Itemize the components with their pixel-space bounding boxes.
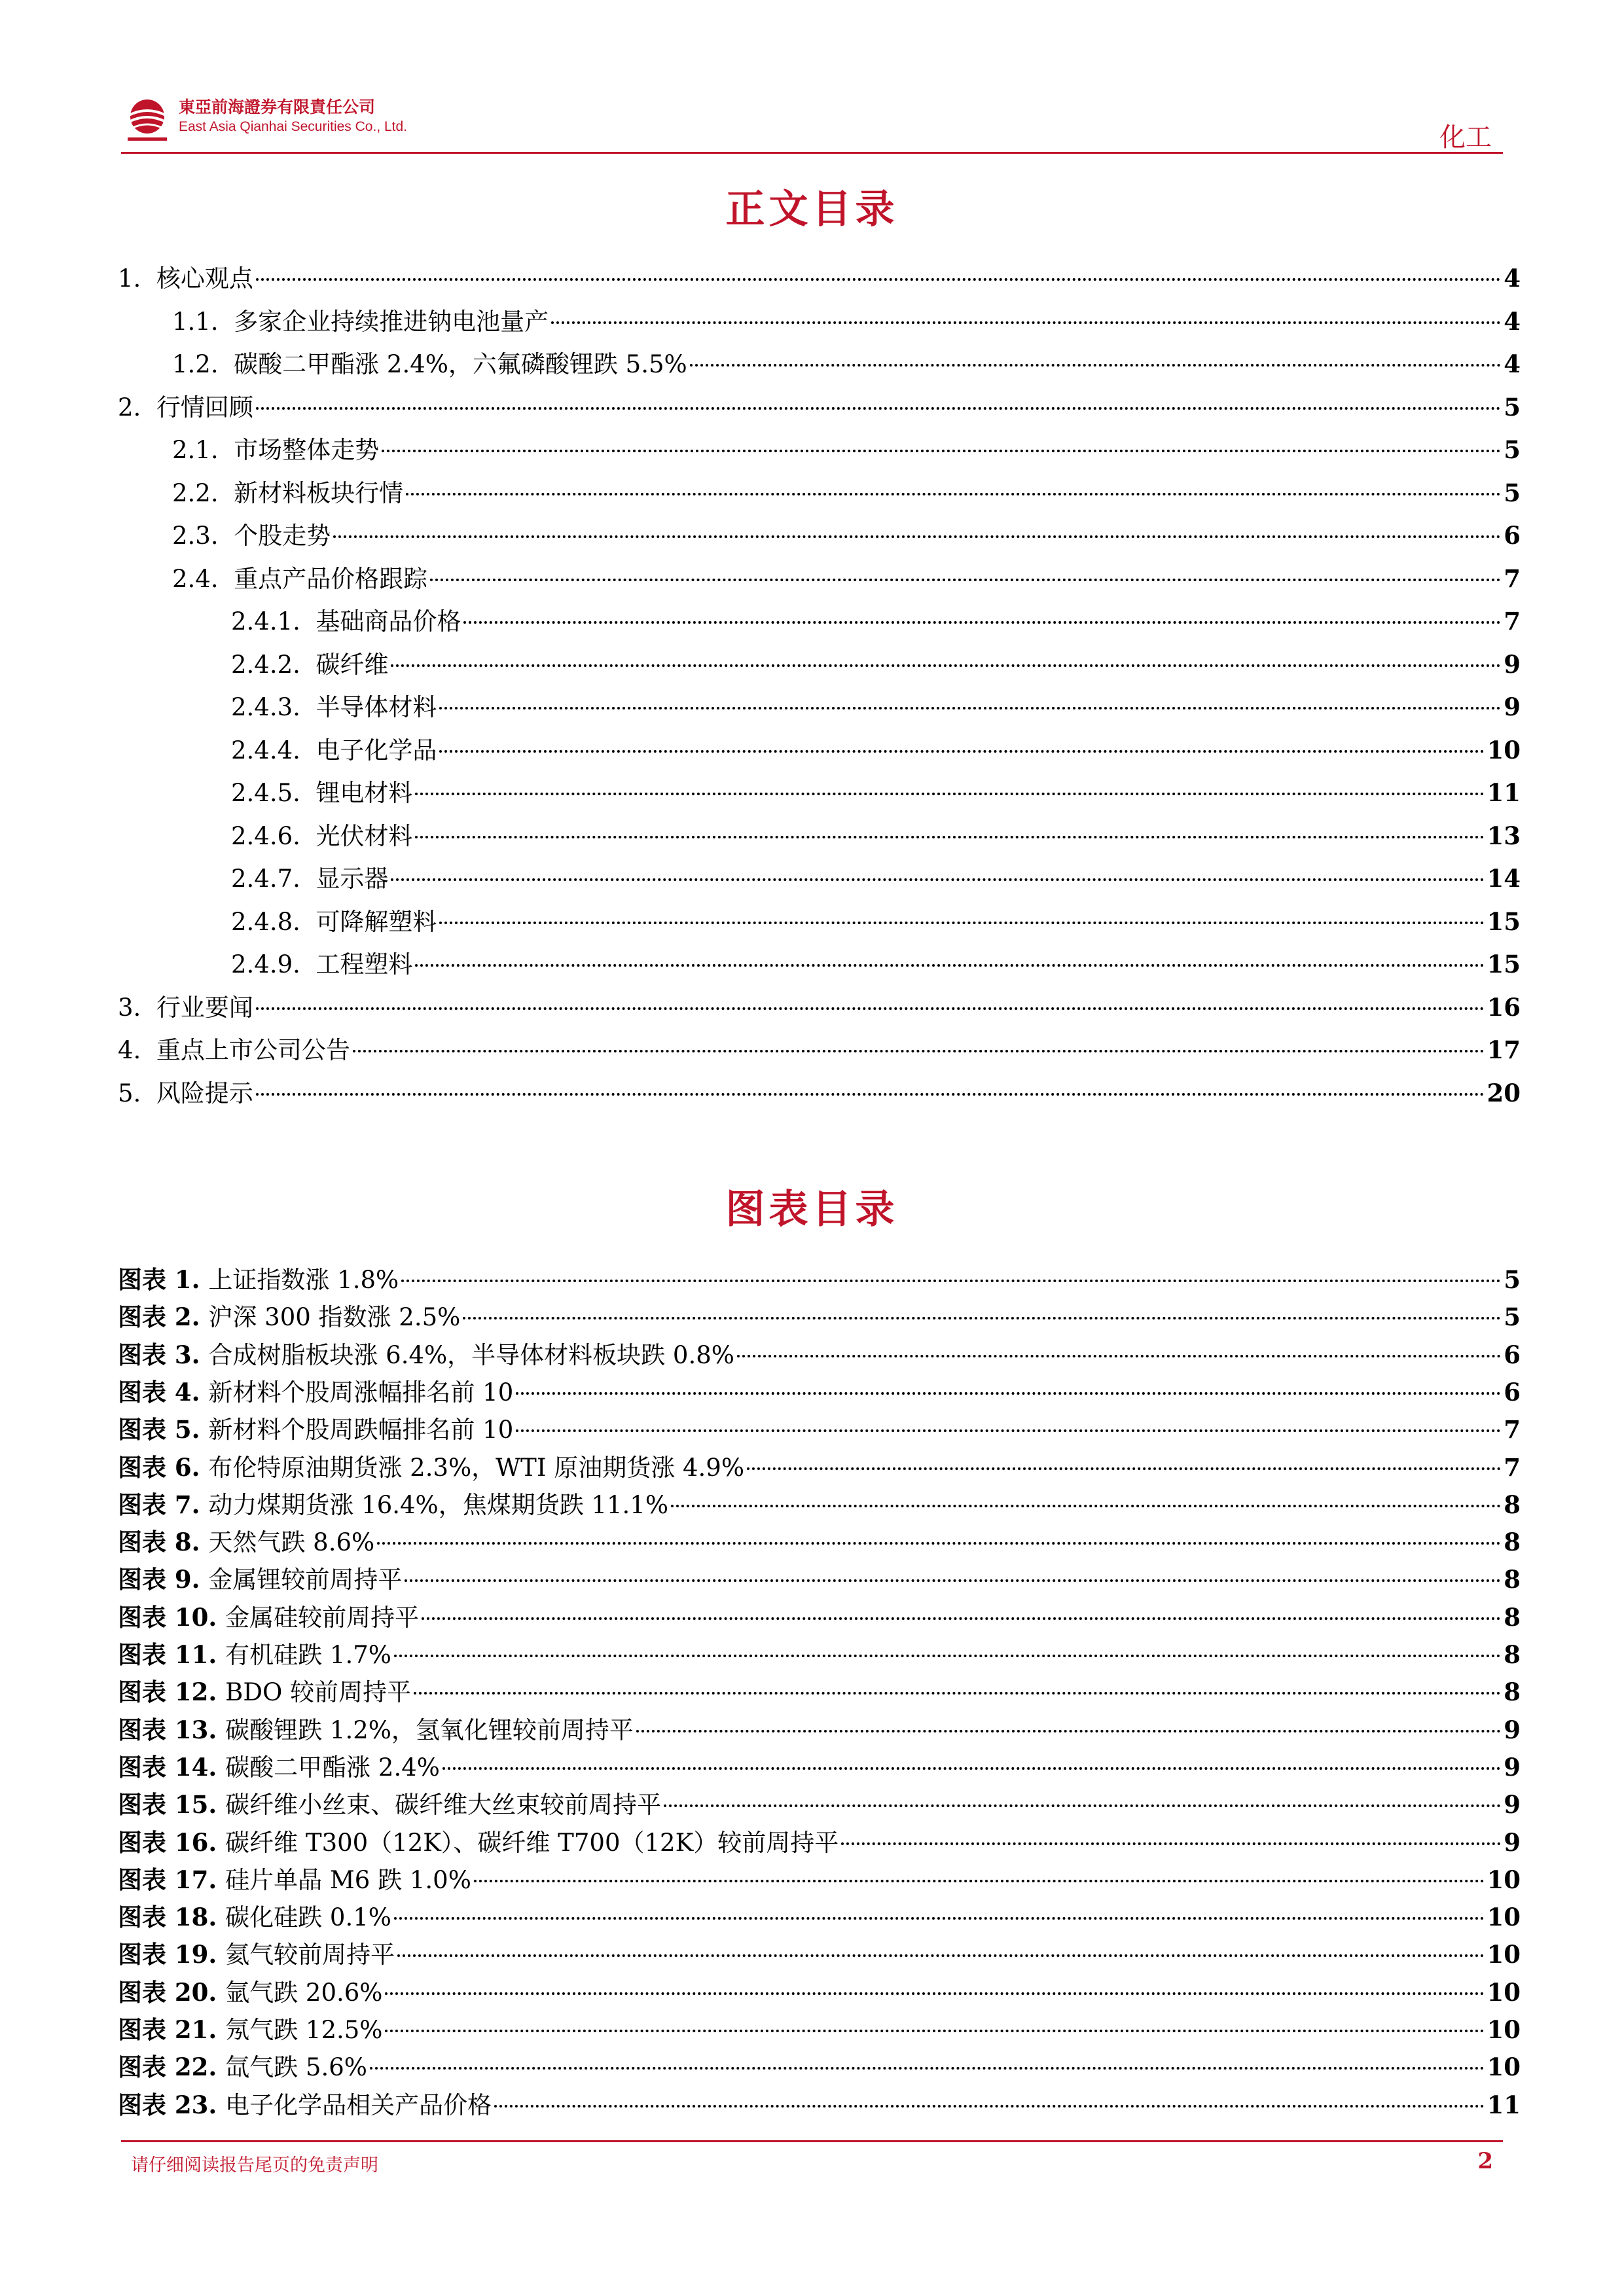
leader-dots — [690, 364, 1502, 367]
entry-number: 图表 9. — [118, 1565, 209, 1594]
toc-entry[interactable] — [118, 305, 1521, 338]
toc-entry[interactable] — [118, 605, 1521, 637]
entry-number: 图表 11. — [118, 1640, 226, 1669]
entry-number: 图表 16. — [118, 1827, 226, 1857]
figure-entry[interactable] — [118, 1976, 1521, 2009]
figure-entry[interactable] — [118, 1638, 1521, 1671]
toc-title: 正文目录 — [725, 187, 899, 232]
entry-page-number: 4 — [1504, 264, 1521, 293]
entry-number: 2.4.1. — [231, 607, 316, 636]
leader-dots — [516, 1429, 1501, 1432]
entry-page-number: 16 — [1487, 992, 1521, 1022]
entry-page-number: 8 — [1504, 1490, 1521, 1519]
entry-page-number: 17 — [1487, 1035, 1521, 1064]
entry-title: 行业要闻 — [156, 993, 253, 1022]
toc-entry[interactable] — [118, 691, 1521, 723]
entry-page-number: 10 — [1487, 2015, 1521, 2044]
entry-page-number: 13 — [1487, 821, 1521, 850]
figure-entry[interactable] — [118, 1601, 1521, 1634]
entry-page-number: 7 — [1504, 1415, 1521, 1444]
leader-dots — [474, 1880, 1485, 1882]
entry-page-number: 15 — [1487, 906, 1521, 936]
entry-number: 图表 5. — [118, 1415, 209, 1444]
leader-dots — [671, 1505, 1501, 1507]
entry-number: 2.4.8. — [231, 907, 316, 936]
leader-dots — [516, 1392, 1501, 1395]
entry-title: 新材料个股周涨幅排名前 10 — [208, 1378, 514, 1407]
entry-number: 2.4.5. — [231, 779, 316, 807]
entry-number: 2.4.7. — [231, 865, 316, 893]
figure-entry[interactable] — [118, 1300, 1521, 1333]
entry-page-number: 7 — [1504, 607, 1521, 636]
entry-title: 金属硅较前周持平 — [225, 1603, 420, 1632]
entry-number: 图表 1. — [118, 1265, 209, 1294]
entry-page-number: 5 — [1504, 1265, 1521, 1294]
figure-entry[interactable] — [118, 1713, 1521, 1746]
entry-title: 个股走势 — [234, 522, 331, 550]
entry-page-number: 7 — [1504, 1452, 1521, 1482]
entry-number: 4. — [118, 1036, 156, 1064]
entry-number: 2.4. — [172, 564, 234, 593]
entry-title: 碳纤维 T300（12K）、碳纤维 T700（12K）较前周持平 — [225, 1828, 839, 1857]
leader-dots — [415, 836, 1484, 838]
leader-dots — [442, 1767, 1501, 1770]
entry-number: 图表 8. — [118, 1528, 209, 1557]
entry-page-number: 9 — [1504, 692, 1521, 721]
leader-dots — [256, 278, 1501, 281]
report-category: 化工 — [1439, 122, 1492, 152]
entry-title: 基础商品价格 — [316, 607, 461, 636]
entry-title: 碳酸二甲酯涨 2.4% — [225, 1753, 440, 1782]
entry-title: 行情回顾 — [156, 393, 253, 422]
leader-dots — [401, 1280, 1501, 1282]
entry-number: 图表 15. — [118, 1790, 226, 1820]
entry-title: 碳化硅跌 0.1% — [225, 1903, 391, 1932]
figure-entry[interactable] — [118, 1751, 1521, 1784]
entry-number: 图表 6. — [118, 1452, 209, 1482]
entry-number: 图表 3. — [118, 1340, 209, 1369]
leader-dots — [737, 1355, 1501, 1357]
entry-title: 布伦特原油期货涨 2.3%，WTI 原油期货涨 4.9% — [208, 1453, 744, 1482]
entry-title: 碳酸二甲酯涨 2.4%，六氟磷酸锂跌 5.5% — [234, 350, 687, 378]
company-name-cn: 東亞前海證券有限責任公司 — [179, 98, 376, 117]
entry-page-number: 10 — [1487, 2053, 1521, 2082]
entry-page-number: 9 — [1504, 649, 1521, 679]
entry-number: 2.2. — [172, 478, 234, 507]
leader-dots — [551, 321, 1501, 324]
toc-entry[interactable] — [118, 905, 1521, 938]
entry-page-number: 20 — [1487, 1078, 1521, 1107]
leader-dots — [394, 1917, 1485, 1920]
entry-page-number: 5 — [1504, 1302, 1521, 1332]
footer-divider — [121, 2140, 1503, 2142]
entry-number: 2.1. — [172, 436, 234, 464]
entry-page-number: 4 — [1504, 306, 1521, 336]
entry-title: 重点产品价格跟踪 — [234, 564, 428, 593]
figure-entry[interactable] — [118, 1788, 1521, 1821]
entry-title: 金属锂较前周持平 — [208, 1566, 403, 1594]
entry-title: 碳纤维小丝束、碳纤维大丝束较前周持平 — [225, 1791, 662, 1820]
leader-dots — [394, 1655, 1501, 1657]
leader-dots — [256, 407, 1501, 410]
leader-dots — [256, 1093, 1485, 1096]
entry-title: 核心观点 — [156, 264, 253, 293]
entry-number: 1.2. — [172, 350, 234, 378]
entry-number: 图表 2. — [118, 1302, 209, 1332]
leader-dots — [406, 493, 1501, 495]
disclaimer-note: 请仔细阅读报告尾页的免责声明 — [131, 2155, 378, 2176]
entry-page-number: 6 — [1504, 1377, 1521, 1407]
leader-dots — [385, 2030, 1484, 2032]
leader-dots — [439, 707, 1501, 709]
entry-title: 氙气跌 5.6% — [225, 2053, 367, 2082]
entry-page-number: 10 — [1487, 735, 1521, 764]
entry-page-number: 8 — [1504, 1528, 1521, 1557]
entry-page-number: 5 — [1504, 478, 1521, 507]
figure-entry[interactable] — [118, 1938, 1521, 1971]
toc-entry[interactable] — [118, 819, 1521, 852]
entry-title: 锂电材料 — [316, 779, 413, 807]
entry-page-number: 9 — [1504, 1827, 1521, 1857]
leader-dots — [333, 535, 1501, 538]
entry-title: 可降解塑料 — [316, 907, 437, 936]
entry-page-number: 11 — [1487, 778, 1521, 807]
entry-title: 电子化学品 — [316, 736, 437, 764]
toc-entry[interactable] — [118, 348, 1521, 380]
figure-entry[interactable] — [118, 1676, 1521, 1708]
entry-page-number: 15 — [1487, 950, 1521, 978]
leader-dots — [414, 1692, 1501, 1695]
leader-dots — [397, 1954, 1484, 1957]
entry-number: 图表 21. — [118, 2015, 226, 2044]
entry-page-number: 5 — [1504, 435, 1521, 464]
leader-dots — [377, 1542, 1501, 1545]
entry-number: 2.3. — [172, 522, 234, 550]
entry-page-number: 14 — [1487, 864, 1521, 893]
entry-number: 2. — [118, 393, 156, 422]
leader-dots — [382, 450, 1501, 452]
figure-entry[interactable] — [118, 1451, 1521, 1484]
entry-title: 碳纤维 — [316, 650, 389, 679]
entry-page-number: 9 — [1504, 1752, 1521, 1782]
entry-page-number: 9 — [1504, 1790, 1521, 1820]
figure-entry[interactable] — [118, 2013, 1521, 2046]
entry-page-number: 4 — [1504, 350, 1521, 378]
toc-entry[interactable] — [118, 776, 1521, 809]
entry-number: 1. — [118, 264, 156, 293]
leader-dots — [370, 2067, 1485, 2070]
entry-page-number: 10 — [1487, 1940, 1521, 1969]
leader-dots — [664, 1804, 1501, 1807]
entry-title: 光伏材料 — [316, 821, 413, 850]
entry-page-number: 10 — [1487, 1977, 1521, 2007]
toc-entry[interactable] — [118, 734, 1521, 766]
entry-title: 半导体材料 — [316, 693, 437, 721]
entry-title: 新材料板块行情 — [234, 478, 404, 507]
entry-number: 2.4.2. — [231, 650, 316, 679]
toc-entry[interactable] — [118, 262, 1521, 295]
entry-title: BDO 较前周持平 — [225, 1678, 412, 1707]
figure-entry[interactable] — [118, 1863, 1521, 1896]
entry-number: 3. — [118, 993, 156, 1022]
entry-title: 沪深 300 指数涨 2.5% — [208, 1303, 461, 1332]
logo-emblem-icon — [121, 92, 173, 144]
entry-number: 图表 4. — [118, 1377, 209, 1407]
entry-title: 碳酸锂跌 1.2%，氢氧化锂较前周持平 — [225, 1715, 634, 1744]
entry-title: 显示器 — [316, 865, 389, 893]
entry-page-number: 8 — [1504, 1565, 1521, 1594]
leader-dots — [391, 664, 1501, 667]
figure-entry[interactable] — [118, 1901, 1521, 1933]
figures-title: 图表目录 — [725, 1187, 899, 1232]
entry-number: 图表 10. — [118, 1602, 226, 1632]
entry-page-number: 5 — [1504, 392, 1521, 422]
entry-number: 图表 22. — [118, 2053, 226, 2082]
figure-entry[interactable] — [118, 1263, 1521, 1296]
entry-number: 图表 23. — [118, 2090, 226, 2119]
entry-page-number: 10 — [1487, 1865, 1521, 1894]
entry-number: 2.4.4. — [231, 736, 316, 764]
entry-title: 市场整体走势 — [234, 436, 380, 464]
leader-dots — [747, 1467, 1501, 1470]
entry-number: 1.1. — [172, 307, 234, 336]
figure-entry[interactable] — [118, 1413, 1521, 1446]
leader-dots — [463, 621, 1501, 624]
entry-page-number: 8 — [1504, 1677, 1521, 1707]
figure-entry[interactable] — [118, 2089, 1521, 2121]
leader-dots — [430, 579, 1501, 581]
entry-title: 氦气较前周持平 — [225, 1941, 395, 1969]
toc-entry[interactable] — [118, 991, 1521, 1024]
toc-entry[interactable] — [118, 476, 1521, 509]
leader-dots — [391, 878, 1484, 881]
entry-title: 多家企业持续推进钠电池量产 — [234, 307, 549, 336]
toc-entry[interactable] — [118, 948, 1521, 980]
header-divider — [121, 152, 1503, 154]
leader-dots — [494, 2105, 1484, 2108]
figure-entry[interactable] — [118, 1563, 1521, 1596]
toc-entry[interactable] — [118, 433, 1521, 466]
entry-page-number: 7 — [1504, 564, 1521, 593]
entry-page-number: 6 — [1504, 521, 1521, 550]
toc-entry[interactable] — [118, 562, 1521, 595]
entry-title: 动力煤期货涨 16.4%，焦煤期货跌 11.1% — [208, 1490, 668, 1519]
leader-dots — [415, 964, 1484, 967]
entry-number: 图表 12. — [118, 1677, 226, 1707]
toc-entry[interactable] — [118, 1033, 1521, 1066]
leader-dots — [422, 1617, 1501, 1620]
toc-entry[interactable] — [118, 648, 1521, 681]
entry-page-number: 11 — [1487, 2090, 1521, 2119]
figure-entry[interactable] — [118, 1376, 1521, 1408]
entry-page-number: 6 — [1504, 1340, 1521, 1369]
company-name-en: East Asia Qianhai Securities Co., Ltd. — [179, 119, 408, 134]
toc-entry[interactable] — [118, 391, 1521, 423]
entry-title: 上证指数涨 1.8% — [208, 1266, 399, 1294]
entry-number: 图表 19. — [118, 1940, 226, 1969]
entry-title: 有机硅跌 1.7% — [225, 1641, 391, 1669]
entry-number: 2.4.6. — [231, 821, 316, 850]
entry-number: 图表 14. — [118, 1752, 226, 1782]
leader-dots — [256, 1007, 1485, 1010]
figure-entry[interactable] — [118, 1338, 1521, 1371]
toc-entry[interactable] — [118, 519, 1521, 552]
entry-number: 2.4.9. — [231, 950, 316, 978]
entry-page-number: 9 — [1504, 1715, 1521, 1744]
entry-page-number: 8 — [1504, 1640, 1521, 1669]
leader-dots — [415, 793, 1484, 795]
leader-dots — [439, 750, 1484, 753]
leader-dots — [636, 1730, 1501, 1732]
toc-entry[interactable] — [118, 1077, 1521, 1109]
entry-title: 重点上市公司公告 — [156, 1036, 350, 1064]
leader-dots — [405, 1579, 1501, 1582]
entry-number: 图表 7. — [118, 1490, 209, 1519]
company-logo — [121, 92, 408, 147]
leader-dots — [353, 1050, 1485, 1052]
figure-entry[interactable] — [118, 1526, 1521, 1558]
figure-entry[interactable] — [118, 2051, 1521, 2083]
entry-number: 图表 13. — [118, 1715, 226, 1744]
entry-title: 风险提示 — [156, 1079, 253, 1107]
entry-title: 硅片单晶 M6 跌 1.0% — [225, 1865, 471, 1894]
entry-title: 氖气跌 12.5% — [225, 2016, 383, 2044]
entry-title: 新材料个股周跌幅排名前 10 — [208, 1416, 514, 1444]
entry-page-number: 8 — [1504, 1602, 1521, 1632]
figure-entry[interactable] — [118, 1488, 1521, 1521]
entry-number: 5. — [118, 1079, 156, 1107]
toc-entry[interactable] — [118, 862, 1521, 895]
leader-dots — [841, 1842, 1501, 1845]
entry-title: 合成树脂板块涨 6.4%，半导体材料板块跌 0.8% — [208, 1340, 734, 1369]
entry-title: 工程塑料 — [316, 950, 413, 978]
entry-number: 2.4.3. — [231, 693, 316, 721]
entry-title: 电子化学品相关产品价格 — [225, 2090, 492, 2119]
leader-dots — [463, 1317, 1501, 1319]
leader-dots — [385, 1992, 1484, 1995]
leader-dots — [439, 922, 1484, 924]
entry-title: 氩气跌 20.6% — [225, 1978, 383, 2007]
entry-number: 图表 17. — [118, 1865, 226, 1894]
entry-title: 天然气跌 8.6% — [208, 1528, 375, 1557]
entry-number: 图表 20. — [118, 1977, 226, 2007]
entry-page-number: 10 — [1487, 1903, 1521, 1932]
page-number: 2 — [1477, 2148, 1493, 2174]
figure-entry[interactable] — [118, 1826, 1521, 1859]
entry-number: 图表 18. — [118, 1903, 226, 1932]
